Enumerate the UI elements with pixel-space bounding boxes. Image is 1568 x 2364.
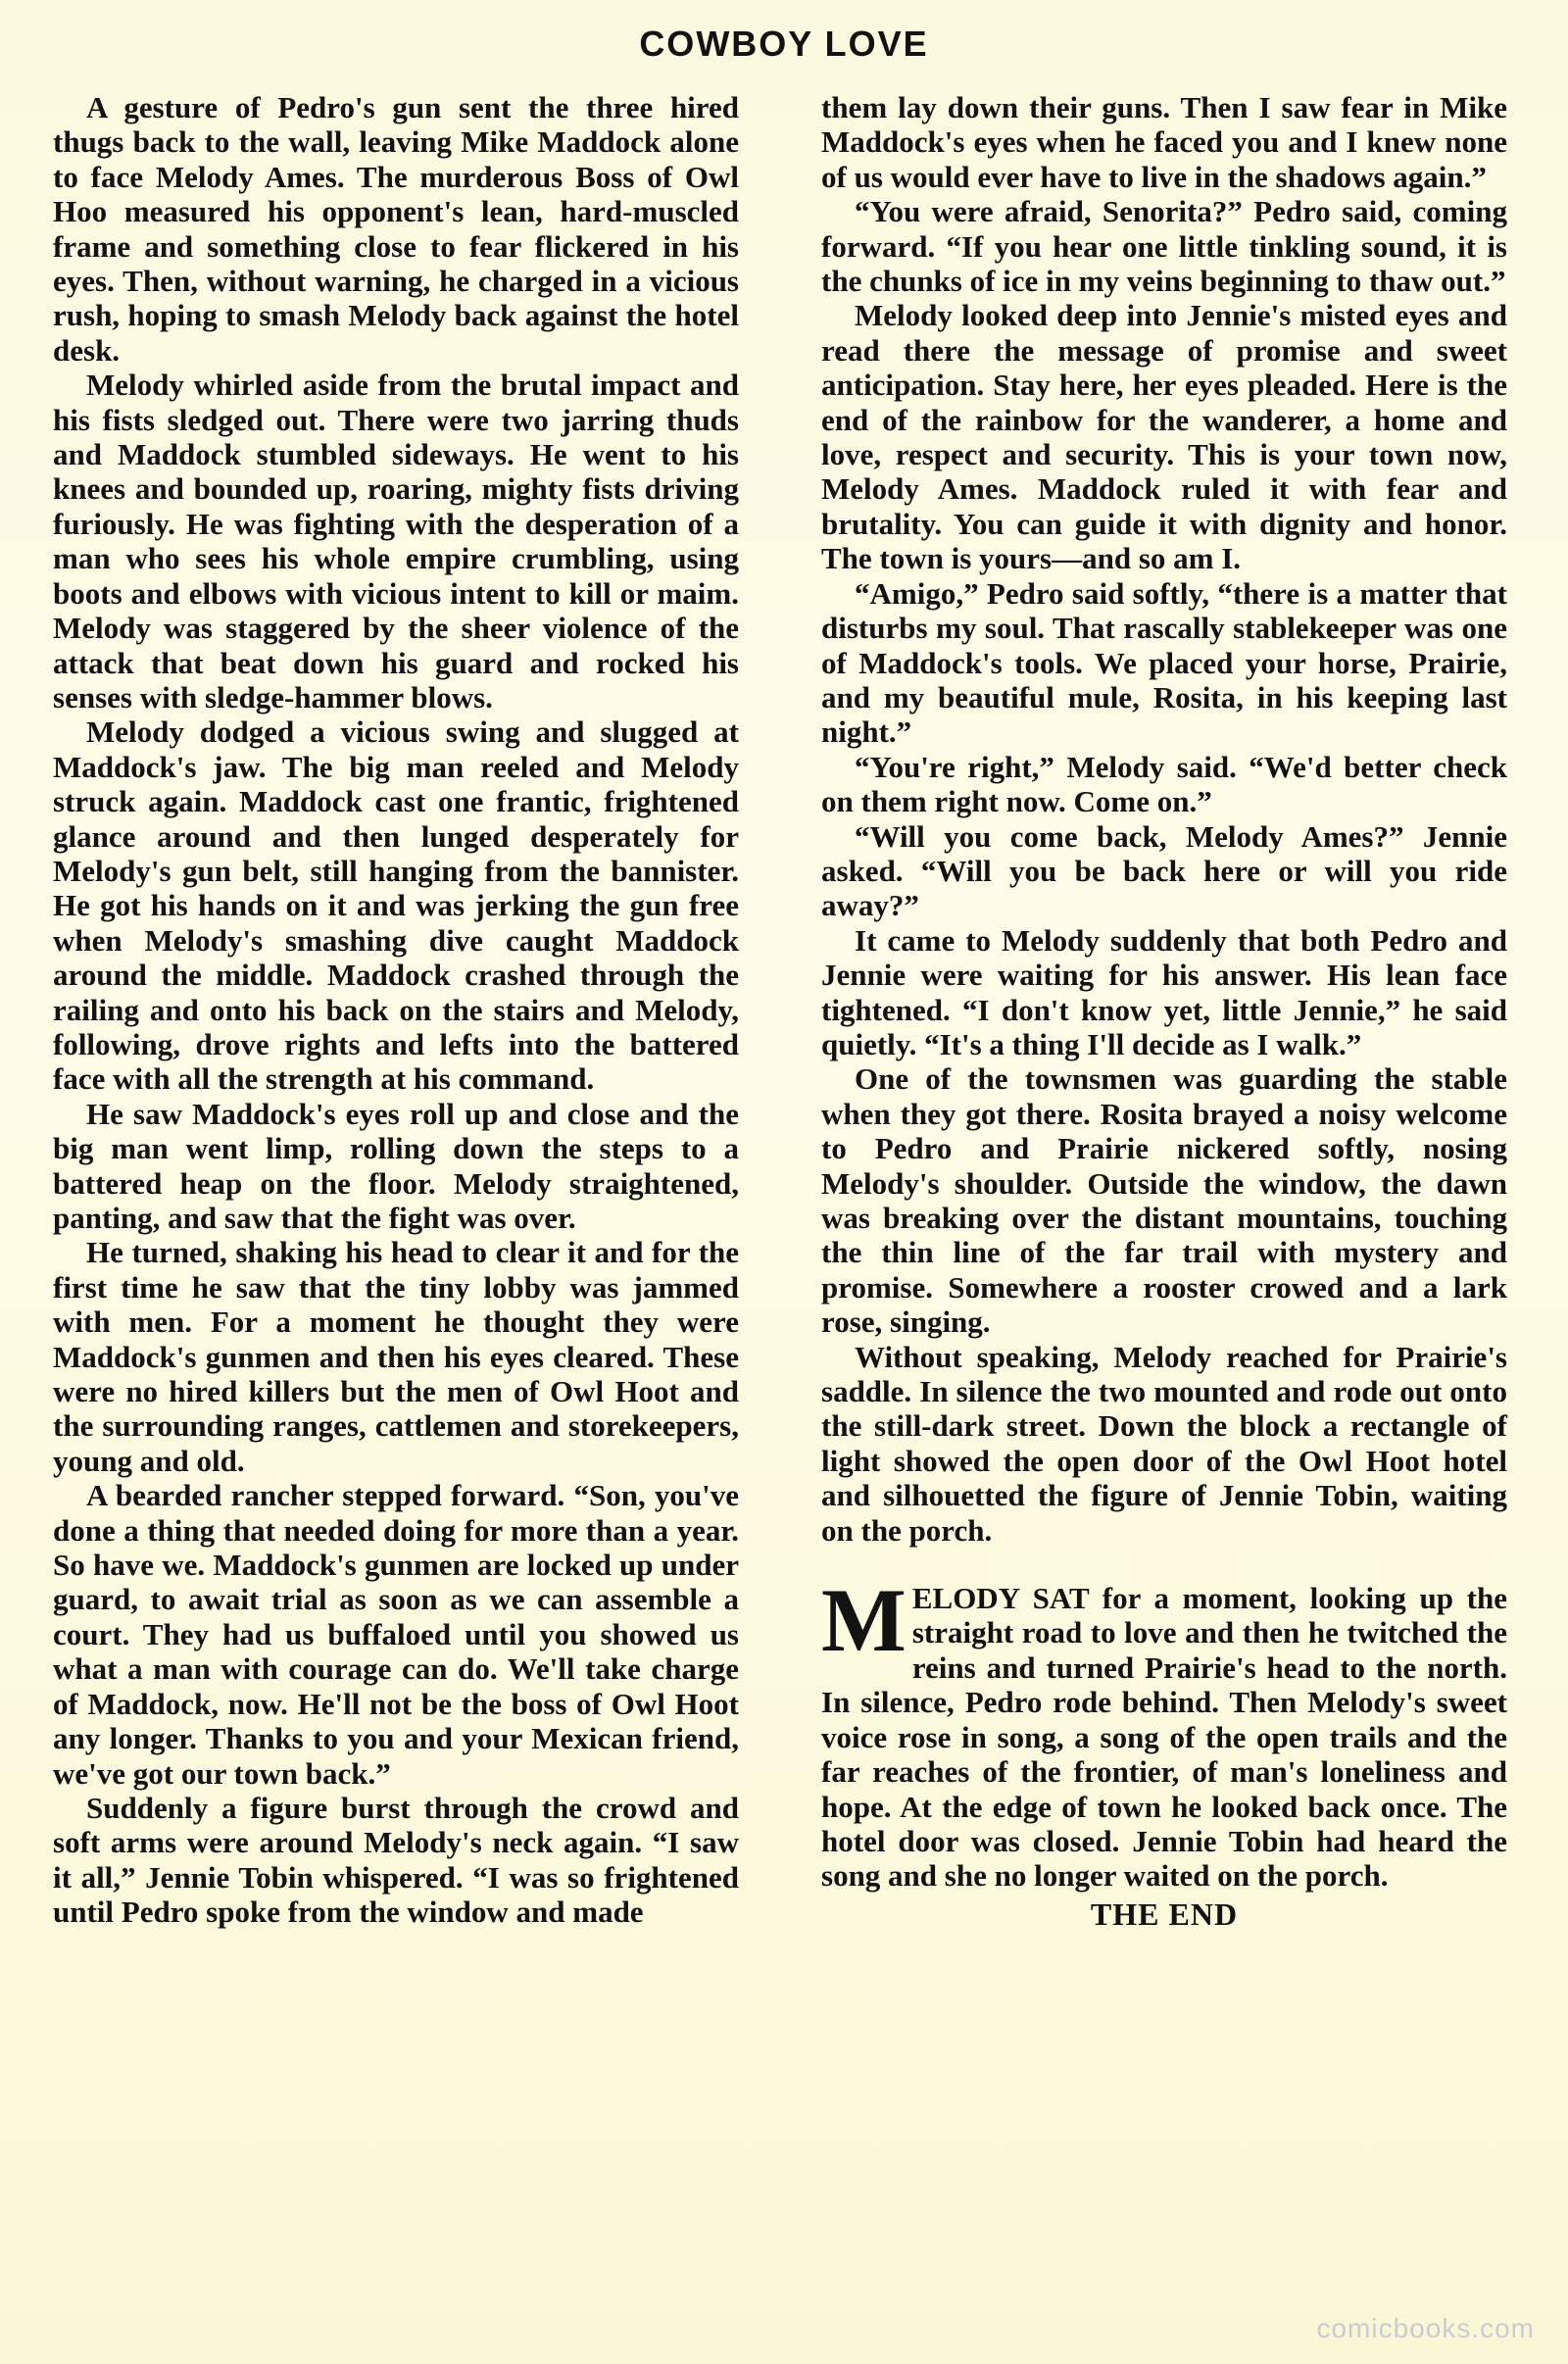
paragraph: “Amigo,” Pedro said softly, “there is a matter that disturbs my soul. That rascally stablekeeper was one of Maddock's tools. We placed your horse, Prairie, and my beautiful mule, Rosita, in his keeping last night.”	[821, 575, 1507, 750]
paragraph-continued: them lay down their guns. Then I saw fear in Mike Maddock's eyes when he faced you and I knew none of us would ever have to live in the shadows again.”	[821, 90, 1507, 194]
left-text-column	[53, 90, 739, 1930]
paragraph: “You were afraid, Senorita?” Pedro said, coming forward. “If you hear one little tinkling sound, it is the chunks of ice in my veins beginning to thaw out.”	[821, 194, 1507, 299]
paragraph: “You're right,” Melody said. “We'd better check on them right now. Come on.”	[821, 749, 1507, 819]
paragraph: Melody dodged a vicious swing and slugged at Maddock's jaw. The big man reeled and Melody struck again. Maddock cast one frantic, frightened glance around and then lunged desperately for Melody's gun belt, still hanging from the bannister. He got his hands on it and was jerking the gun free when Melody's smashing dive caught Maddock around the middle. Maddock crashed through the railing and onto his back on the stairs and Melody, following, drove rights and lefts into the battered face with all the strength at his command.	[53, 714, 739, 1097]
paragraph: “Will you come back, Melody Ames?” Jennie asked. “Will you be back here or will you ride away?”	[821, 818, 1507, 923]
paragraph: He turned, shaking his head to clear it and for the first time he saw that the tiny lobby was jammed with men. For a moment he thought they were Maddock's gunmen and then his eyes cleared. These were no hired killers but the men of Owl Hoot and the surrounding ranges, cattlemen and storekeepers, young and old.	[53, 1235, 739, 1478]
drop-cap: M	[821, 1570, 906, 1671]
paragraph: It came to Melody suddenly that both Pedro and Jennie were waiting for his answer. His lean face tightened. “I don't know yet, little Jennie,” he said quietly. “It's a thing I'll decide as I walk.”	[821, 922, 1507, 1061]
paragraph: Melody whirled aside from the brutal impact and his fists sledged out. There were two jarring thuds and Maddock stumbled sideways. He went to his knees and bounded up, roaring, mighty fists driving furiously. He was fighting with the desperation of a man who sees his whole empire crumbling, using boots and elbows with vicious intent to kill or maim. Melody was staggered by the sheer violence of the attack that beat down his guard and rocked his senses with sledge-hammer blows.	[53, 368, 739, 714]
paragraph: He saw Maddock's eyes roll up and close and the big man went limp, rolling down the steps to a battered heap on the floor. Melody straightened, panting, and saw that the fight was over.	[53, 1096, 739, 1235]
closing-text: ELODY SAT for a moment, looking up the straight road to love and then he twitched the reins and turned Prairie's head to the north. In silence, Pedro rode behind. Then Melody's sweet voice rose in song, a song of the open trails and the far reaches of the frontier, of man's loneliness and hope. At the edge of town he looked back once. The hotel door was closed. Jennie Tobin had heard the song and she no longer waited on the porch.	[821, 1581, 1507, 1894]
paragraph: A gesture of Pedro's gun sent the three hired thugs back to the wall, leaving Mike Maddock alone to face Melody Ames. The murderous Boss of Owl Hoo measured his opponent's lean, hard-muscled frame and something close to fear flickered in his eyes. Then, without warning, he charged in a vicious rush, hoping to smash Melody back against the hotel desk.	[53, 90, 739, 368]
paragraph: Suddenly a figure burst through the crowd and soft arms were around Melody's neck again. “I saw it all,” Jennie Tobin whispered. “I was so frightened until Pedro spoke from the window and made	[53, 1790, 739, 1930]
paragraph: A bearded rancher stepped forward. “Son, you've done a thing that needed doing for more than a year. So have we. Maddock's gunmen are locked up under guard, to await trial as soon as we can assemble a court. They had us buffaloed until you showed us what a man with courage can do. We'll take charge of Maddock, now. He'll not be the boss of Owl Hoot any longer. Thanks to you and your Mexican friend, we've got our town back.”	[53, 1478, 739, 1791]
paragraph: One of the townsmen was guarding the stable when they got there. Rosita brayed a noisy welcome to Pedro and Prairie nickered softly, nosing Melody's shoulder. Outside the window, the dawn was breaking over the distant mountains, touching the thin line of the far trail with mystery and promise. Somewhere a rooster crowed and a lark rose, singing.	[821, 1061, 1507, 1340]
right-text-column	[821, 90, 1507, 1932]
paragraph: Melody looked deep into Jennie's misted eyes and read there the message of promise and sweet anticipation. Stay here, her eyes pleaded. Here is the end of the rainbow for the wanderer, a home and love, respect and security. This is your town now, Melody Ames. Maddock ruled it with fear and brutality. You can guide it with dignity and honor. The town is yours—and so am I.	[821, 298, 1507, 576]
running-head-title: COWBOY LOVE	[639, 24, 929, 64]
watermark: comicbooks.com	[1316, 2313, 1535, 2343]
the-end-label: THE END	[1090, 1896, 1239, 1932]
paragraph: Without speaking, Melody reached for Prairie's saddle. In silence the two mounted and rode out onto the still-dark street. Down the block a rectangle of light showed the open door of the Owl Hoot hotel and silhouetted the figure of Jennie Tobin, waiting on the porch.	[821, 1339, 1507, 1548]
closing-paragraph	[821, 1570, 1507, 1894]
